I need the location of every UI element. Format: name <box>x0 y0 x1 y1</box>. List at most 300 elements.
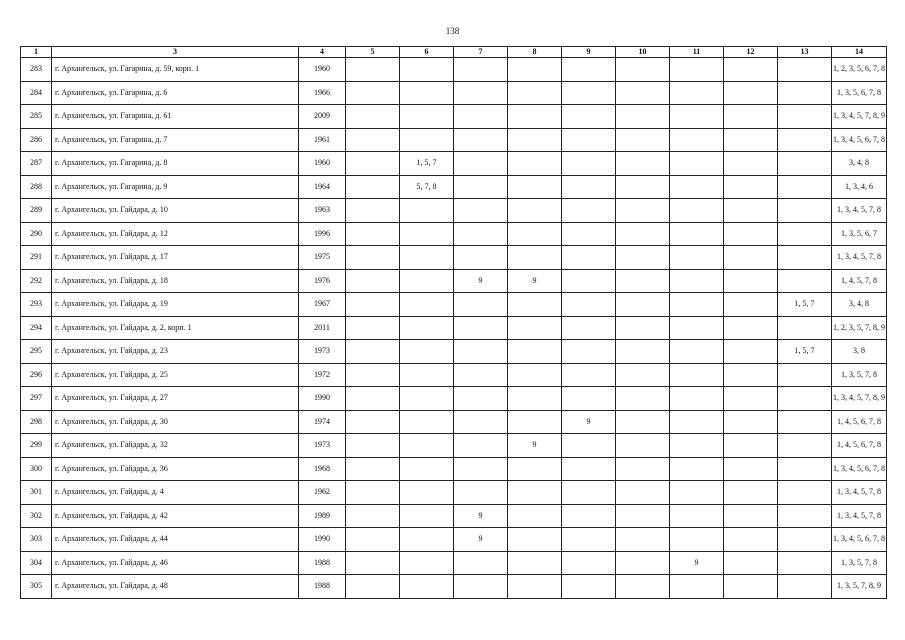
table-cell-col-3: г. Архангельск, ул. Гагарина, д. 61 <box>52 105 299 129</box>
table-cell-col-1: 291 <box>21 246 52 270</box>
table-cell-col-10 <box>616 528 670 552</box>
table-cell-col-9 <box>562 128 616 152</box>
table-cell-col-9: 9 <box>562 410 616 434</box>
table-cell-col-6: 5, 7, 8 <box>400 175 454 199</box>
table-cell-col-1: 301 <box>21 481 52 505</box>
table-row <box>21 246 887 270</box>
table-row <box>21 293 887 317</box>
table-cell-col-8 <box>508 340 562 364</box>
table-row <box>21 199 887 223</box>
table-cell-col-3: г. Архангельск, ул. Гайдара, д. 46 <box>52 551 299 575</box>
table-cell-col-10 <box>616 387 670 411</box>
table-row <box>21 222 887 246</box>
table-cell-col-4: 1974 <box>299 410 346 434</box>
table-cell-col-6 <box>400 457 454 481</box>
table-cell-col-4: 1975 <box>299 246 346 270</box>
table-row <box>21 152 887 176</box>
table-cell-col-6 <box>400 269 454 293</box>
table-cell-col-1: 287 <box>21 152 52 176</box>
table-cell-col-12 <box>724 434 778 458</box>
table-cell-col-4: 1960 <box>299 152 346 176</box>
table-cell-col-11 <box>670 340 724 364</box>
table-cell-col-11 <box>670 152 724 176</box>
table-cell-col-10 <box>616 269 670 293</box>
table-cell-col-1: 290 <box>21 222 52 246</box>
table-cell-col-13 <box>778 105 832 129</box>
column-header-13: 13 <box>778 47 832 58</box>
table-row <box>21 457 887 481</box>
table-cell-col-7 <box>454 58 508 82</box>
table-cell-col-1: 286 <box>21 128 52 152</box>
table-cell-col-4: 1988 <box>299 575 346 599</box>
table-cell-col-12 <box>724 222 778 246</box>
table-cell-col-1: 295 <box>21 340 52 364</box>
table-cell-col-7: 9 <box>454 269 508 293</box>
table-cell-col-1: 298 <box>21 410 52 434</box>
table-cell-col-1: 294 <box>21 316 52 340</box>
table-cell-col-1: 289 <box>21 199 52 223</box>
table-cell-col-8 <box>508 551 562 575</box>
table-cell-col-8 <box>508 175 562 199</box>
table-row <box>21 128 887 152</box>
table-cell-col-3: г. Архангельск, ул. Гайдара, д. 48 <box>52 575 299 599</box>
table-cell-col-14: 1, 3, 4, 5, 7, 8 <box>832 481 887 505</box>
column-header-4: 4 <box>299 47 346 58</box>
table-cell-col-6 <box>400 551 454 575</box>
table-cell-col-12 <box>724 551 778 575</box>
table-cell-col-13 <box>778 551 832 575</box>
table-cell-col-6 <box>400 128 454 152</box>
table-cell-col-4: 1988 <box>299 551 346 575</box>
table-cell-col-10 <box>616 363 670 387</box>
table-cell-col-6 <box>400 316 454 340</box>
table-cell-col-3: г. Архангельск, ул. Гайдара, д. 18 <box>52 269 299 293</box>
table-cell-col-10 <box>616 222 670 246</box>
table-cell-col-1: 299 <box>21 434 52 458</box>
table-cell-col-12 <box>724 316 778 340</box>
table-cell-col-9 <box>562 387 616 411</box>
column-header-14: 14 <box>832 47 887 58</box>
table-cell-col-8 <box>508 363 562 387</box>
table-cell-col-10 <box>616 105 670 129</box>
table-cell-col-11 <box>670 316 724 340</box>
table-cell-col-5 <box>346 363 400 387</box>
table-cell-col-12 <box>724 175 778 199</box>
table-cell-col-14: 1, 3, 5, 7, 8, 9 <box>832 575 887 599</box>
table-cell-col-14: 1, 3, 4, 5, 7, 8 <box>832 246 887 270</box>
table-cell-col-8 <box>508 387 562 411</box>
table-cell-col-1: 283 <box>21 58 52 82</box>
table-cell-col-11 <box>670 199 724 223</box>
table-cell-col-8: 9 <box>508 269 562 293</box>
table-cell-col-13 <box>778 387 832 411</box>
table-cell-col-9 <box>562 246 616 270</box>
table-cell-col-14: 1, 2, 3, 5, 6, 7, 8 <box>832 58 887 82</box>
table-cell-col-7 <box>454 81 508 105</box>
table-cell-col-11 <box>670 363 724 387</box>
table-row <box>21 81 887 105</box>
table-cell-col-13 <box>778 269 832 293</box>
table-cell-col-7 <box>454 152 508 176</box>
table-cell-col-14: 1, 3, 4, 5, 6, 7, 8 <box>832 457 887 481</box>
table-cell-col-12 <box>724 528 778 552</box>
table-cell-col-12 <box>724 293 778 317</box>
table-cell-col-8 <box>508 222 562 246</box>
table-cell-col-12 <box>724 457 778 481</box>
table-cell-col-10 <box>616 434 670 458</box>
table-cell-col-3: г. Архангельск, ул. Гайдара, д. 23 <box>52 340 299 364</box>
table-cell-col-6 <box>400 246 454 270</box>
table-cell-col-7: 9 <box>454 504 508 528</box>
table-cell-col-3: г. Архангельск, ул. Гайдара, д. 30 <box>52 410 299 434</box>
table-cell-col-1: 285 <box>21 105 52 129</box>
table-cell-col-12 <box>724 199 778 223</box>
table-cell-col-4: 1989 <box>299 504 346 528</box>
table-cell-col-8 <box>508 504 562 528</box>
table-cell-col-12 <box>724 363 778 387</box>
table-header-row <box>21 47 887 58</box>
table-cell-col-7 <box>454 387 508 411</box>
table-cell-col-3: г. Архангельск, ул. Гайдара, д. 10 <box>52 199 299 223</box>
table-cell-col-9 <box>562 528 616 552</box>
table-cell-col-7 <box>454 481 508 505</box>
table-cell-col-13: 1, 5, 7 <box>778 293 832 317</box>
table-cell-col-6 <box>400 528 454 552</box>
table-cell-col-7 <box>454 340 508 364</box>
table-cell-col-8: 9 <box>508 434 562 458</box>
table-cell-col-1: 300 <box>21 457 52 481</box>
table-cell-col-1: 284 <box>21 81 52 105</box>
table-cell-col-4: 1961 <box>299 128 346 152</box>
table-cell-col-13 <box>778 152 832 176</box>
table-cell-col-14: 3, 4, 8 <box>832 293 887 317</box>
column-header-1: 1 <box>21 47 52 58</box>
table-cell-col-11 <box>670 293 724 317</box>
table-cell-col-6 <box>400 504 454 528</box>
table-cell-col-3: г. Архангельск, ул. Гайдара, д. 19 <box>52 293 299 317</box>
table-cell-col-7 <box>454 316 508 340</box>
table-cell-col-8 <box>508 481 562 505</box>
table-row <box>21 551 887 575</box>
table-cell-col-10 <box>616 175 670 199</box>
table-cell-col-3: г. Архангельск, ул. Гагарина, д. 8 <box>52 152 299 176</box>
table-cell-col-5 <box>346 316 400 340</box>
table-cell-col-14: 1, 3, 4, 5, 7, 8 <box>832 504 887 528</box>
table-cell-col-13 <box>778 575 832 599</box>
table-cell-col-1: 303 <box>21 528 52 552</box>
column-header-9: 9 <box>562 47 616 58</box>
table-cell-col-6 <box>400 575 454 599</box>
table-cell-col-8 <box>508 105 562 129</box>
table-row <box>21 528 887 552</box>
table-cell-col-9 <box>562 175 616 199</box>
table-cell-col-13 <box>778 222 832 246</box>
table-cell-col-12 <box>724 81 778 105</box>
table-cell-col-4: 1960 <box>299 58 346 82</box>
table-cell-col-13: 1, 5, 7 <box>778 340 832 364</box>
table-cell-col-1: 288 <box>21 175 52 199</box>
table-cell-col-7 <box>454 457 508 481</box>
table-cell-col-12 <box>724 575 778 599</box>
table-cell-col-14: 1, 3, 4, 5, 7, 8, 9 <box>832 387 887 411</box>
table-cell-col-5 <box>346 175 400 199</box>
table-cell-col-13 <box>778 504 832 528</box>
table-row <box>21 410 887 434</box>
table-cell-col-12 <box>724 410 778 434</box>
table-cell-col-12 <box>724 58 778 82</box>
table-cell-col-11 <box>670 387 724 411</box>
table-cell-col-14: 1, 3, 5, 7, 8 <box>832 363 887 387</box>
table-row <box>21 105 887 129</box>
table-cell-col-13 <box>778 434 832 458</box>
table-cell-col-3: г. Архангельск, ул. Гайдара, д. 17 <box>52 246 299 270</box>
table-cell-col-7 <box>454 128 508 152</box>
table-cell-col-11 <box>670 58 724 82</box>
table-cell-col-1: 293 <box>21 293 52 317</box>
table-cell-col-13 <box>778 81 832 105</box>
table-cell-col-13 <box>778 528 832 552</box>
column-header-10: 10 <box>616 47 670 58</box>
table-cell-col-5 <box>346 528 400 552</box>
table-cell-col-12 <box>724 152 778 176</box>
table-cell-col-10 <box>616 504 670 528</box>
table-cell-col-12 <box>724 387 778 411</box>
table-cell-col-4: 2009 <box>299 105 346 129</box>
table-cell-col-3: г. Архангельск, ул. Гагарина, д. 7 <box>52 128 299 152</box>
table-cell-col-5 <box>346 58 400 82</box>
table-cell-col-9 <box>562 222 616 246</box>
page-number: 138 <box>445 26 460 36</box>
column-header-11: 11 <box>670 47 724 58</box>
table-cell-col-8 <box>508 528 562 552</box>
table-cell-col-11 <box>670 528 724 552</box>
table-cell-col-5 <box>346 457 400 481</box>
table-cell-col-10 <box>616 128 670 152</box>
table-row <box>21 481 887 505</box>
table-cell-col-13 <box>778 199 832 223</box>
table-cell-col-7 <box>454 575 508 599</box>
table-cell-col-14: 3, 8 <box>832 340 887 364</box>
table-cell-col-5 <box>346 269 400 293</box>
table-cell-col-14: 1, 4, 5, 6, 7, 8 <box>832 410 887 434</box>
table-cell-col-4: 1996 <box>299 222 346 246</box>
table-row <box>21 316 887 340</box>
table-cell-col-7 <box>454 293 508 317</box>
table-row <box>21 434 887 458</box>
table-cell-col-9 <box>562 504 616 528</box>
table-cell-col-6 <box>400 222 454 246</box>
table-cell-col-4: 1976 <box>299 269 346 293</box>
table-cell-col-11 <box>670 481 724 505</box>
table-cell-col-14: 1, 3, 4, 5, 6, 7, 8 <box>832 128 887 152</box>
column-header-5: 5 <box>346 47 400 58</box>
table-cell-col-9 <box>562 340 616 364</box>
table-row <box>21 504 887 528</box>
column-header-3: 3 <box>52 47 299 58</box>
table-cell-col-3: г. Архангельск, ул. Гайдара, д. 36 <box>52 457 299 481</box>
table-cell-col-9 <box>562 575 616 599</box>
table-cell-col-7 <box>454 199 508 223</box>
table-cell-col-14: 3, 4, 8 <box>832 152 887 176</box>
table-row <box>21 269 887 293</box>
table-row <box>21 58 887 82</box>
table-row <box>21 363 887 387</box>
table-cell-col-13 <box>778 410 832 434</box>
table-cell-col-4: 1967 <box>299 293 346 317</box>
table-cell-col-6 <box>400 434 454 458</box>
table-cell-col-5 <box>346 199 400 223</box>
table-cell-col-5 <box>346 128 400 152</box>
table-cell-col-5 <box>346 246 400 270</box>
table-cell-col-12 <box>724 246 778 270</box>
table-cell-col-7 <box>454 175 508 199</box>
table-cell-col-8 <box>508 81 562 105</box>
column-header-7: 7 <box>454 47 508 58</box>
table-cell-col-5 <box>346 504 400 528</box>
table-cell-col-7 <box>454 105 508 129</box>
table-cell-col-6 <box>400 105 454 129</box>
table-cell-col-13 <box>778 316 832 340</box>
table-cell-col-7 <box>454 434 508 458</box>
table-cell-col-8 <box>508 58 562 82</box>
table-cell-col-4: 1964 <box>299 175 346 199</box>
table-cell-col-11 <box>670 222 724 246</box>
table-cell-col-5 <box>346 293 400 317</box>
table-cell-col-13 <box>778 246 832 270</box>
table-row <box>21 387 887 411</box>
table-cell-col-4: 1990 <box>299 528 346 552</box>
table-cell-col-13 <box>778 457 832 481</box>
table-cell-col-8 <box>508 246 562 270</box>
table-cell-col-8 <box>508 316 562 340</box>
table-cell-col-11 <box>670 575 724 599</box>
table-cell-col-10 <box>616 551 670 575</box>
table-cell-col-6 <box>400 58 454 82</box>
table-cell-col-10 <box>616 246 670 270</box>
table-cell-col-9 <box>562 363 616 387</box>
table-cell-col-14: 1, 2, 3, 5, 7, 8, 9 <box>832 316 887 340</box>
table-cell-col-11 <box>670 128 724 152</box>
table-cell-col-14: 1, 3, 4, 5, 7, 8 <box>832 199 887 223</box>
table-cell-col-12 <box>724 504 778 528</box>
table-cell-col-4: 1966 <box>299 81 346 105</box>
table-row <box>21 575 887 599</box>
table-cell-col-11 <box>670 269 724 293</box>
table-cell-col-9 <box>562 457 616 481</box>
table-cell-col-3: г. Архангельск, ул. Гайдара, д. 27 <box>52 387 299 411</box>
table-cell-col-11 <box>670 175 724 199</box>
table-cell-col-12 <box>724 269 778 293</box>
table-cell-col-5 <box>346 434 400 458</box>
table-cell-col-11 <box>670 105 724 129</box>
table-cell-col-9 <box>562 152 616 176</box>
table-cell-col-14: 1, 3, 5, 7, 8 <box>832 551 887 575</box>
table-cell-col-11: 9 <box>670 551 724 575</box>
table-cell-col-1: 304 <box>21 551 52 575</box>
table-cell-col-5 <box>346 387 400 411</box>
table-cell-col-10 <box>616 81 670 105</box>
table-cell-col-4: 1968 <box>299 457 346 481</box>
table-cell-col-3: г. Архангельск, ул. Гайдара, д. 2, корп. 1 <box>52 316 299 340</box>
table-cell-col-1: 292 <box>21 269 52 293</box>
table-cell-col-14: 1, 3, 5, 6, 7 <box>832 222 887 246</box>
table-cell-col-3: г. Архангельск, ул. Гагарина, д. 9 <box>52 175 299 199</box>
table-cell-col-9 <box>562 551 616 575</box>
table-cell-col-13 <box>778 58 832 82</box>
table-cell-col-12 <box>724 105 778 129</box>
table-cell-col-8 <box>508 199 562 223</box>
table-cell-col-14: 1, 3, 4, 5, 7, 8, 9 <box>832 105 887 129</box>
table-cell-col-14: 1, 3, 4, 6 <box>832 175 887 199</box>
table-cell-col-6 <box>400 199 454 223</box>
table-cell-col-4: 1990 <box>299 387 346 411</box>
table-cell-col-3: г. Архангельск, ул. Гагарина, д. 59, корп. 1 <box>52 58 299 82</box>
table-cell-col-5 <box>346 222 400 246</box>
table-cell-col-10 <box>616 340 670 364</box>
table-cell-col-4: 1963 <box>299 199 346 223</box>
table-cell-col-7 <box>454 363 508 387</box>
table-cell-col-1: 296 <box>21 363 52 387</box>
table-cell-col-11 <box>670 246 724 270</box>
table-cell-col-10 <box>616 316 670 340</box>
table-cell-col-3: г. Архангельск, ул. Гайдара, д. 4 <box>52 481 299 505</box>
table-row <box>21 340 887 364</box>
table-cell-col-8 <box>508 293 562 317</box>
column-header-8: 8 <box>508 47 562 58</box>
table-cell-col-9 <box>562 269 616 293</box>
table-cell-col-3: г. Архангельск, ул. Гайдара, д. 42 <box>52 504 299 528</box>
table-cell-col-7: 9 <box>454 528 508 552</box>
table-cell-col-4: 1962 <box>299 481 346 505</box>
table-cell-col-9 <box>562 81 616 105</box>
table-cell-col-1: 305 <box>21 575 52 599</box>
table-cell-col-6 <box>400 340 454 364</box>
table-cell-col-9 <box>562 434 616 458</box>
table-cell-col-5 <box>346 551 400 575</box>
table-cell-col-5 <box>346 81 400 105</box>
table-cell-col-4: 1972 <box>299 363 346 387</box>
table-cell-col-10 <box>616 199 670 223</box>
table-cell-col-4: 1973 <box>299 340 346 364</box>
table-cell-col-14: 1, 3, 5, 6, 7, 8 <box>832 81 887 105</box>
table-cell-col-4: 2011 <box>299 316 346 340</box>
table-cell-col-8 <box>508 410 562 434</box>
table-cell-col-3: г. Архангельск, ул. Гайдара, д. 25 <box>52 363 299 387</box>
table-cell-col-5 <box>346 575 400 599</box>
table-cell-col-6: 1, 5, 7 <box>400 152 454 176</box>
table-cell-col-9 <box>562 481 616 505</box>
table-cell-col-12 <box>724 340 778 364</box>
table-cell-col-14: 1, 4, 5, 6, 7, 8 <box>832 434 887 458</box>
table-cell-col-10 <box>616 575 670 599</box>
table-cell-col-10 <box>616 457 670 481</box>
table-cell-col-11 <box>670 434 724 458</box>
table-cell-col-9 <box>562 199 616 223</box>
table-cell-col-8 <box>508 575 562 599</box>
table-cell-col-6 <box>400 410 454 434</box>
table-cell-col-10 <box>616 481 670 505</box>
table-cell-col-6 <box>400 481 454 505</box>
table-cell-col-5 <box>346 152 400 176</box>
table-cell-col-10 <box>616 293 670 317</box>
table-cell-col-1: 302 <box>21 504 52 528</box>
table-cell-col-14: 1, 3, 4, 5, 6, 7, 8 <box>832 528 887 552</box>
table-cell-col-13 <box>778 175 832 199</box>
table-cell-col-8 <box>508 128 562 152</box>
table-cell-col-8 <box>508 152 562 176</box>
table-cell-col-11 <box>670 410 724 434</box>
table-cell-col-3: г. Архангельск, ул. Гайдара, д. 44 <box>52 528 299 552</box>
